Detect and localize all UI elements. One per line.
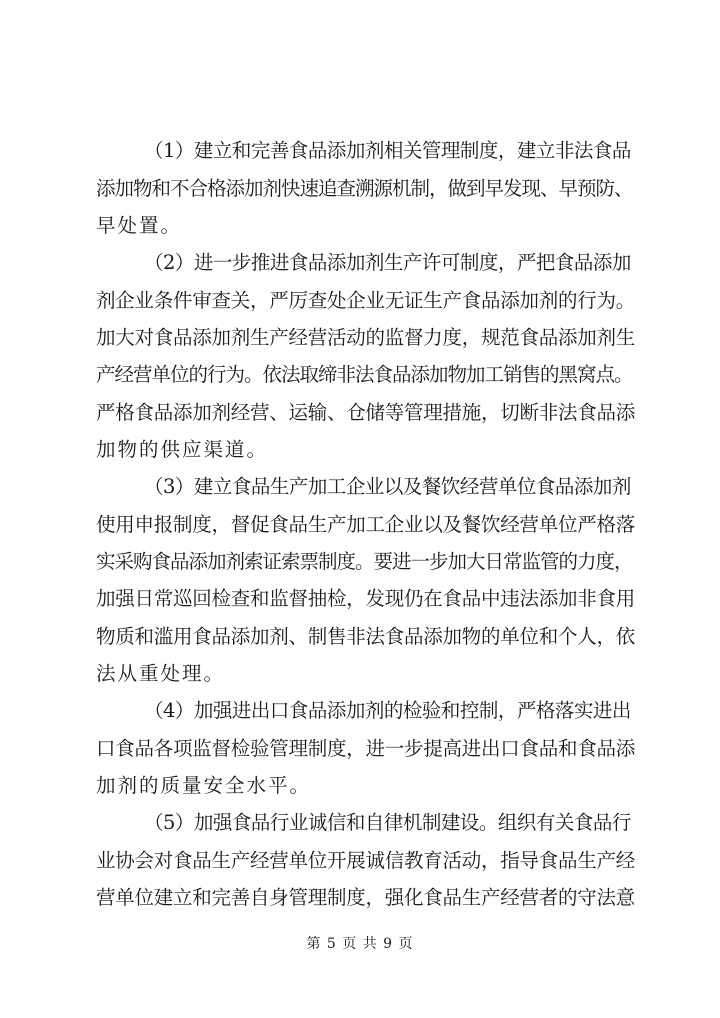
paragraph-2-line-3: 加大对食品添加剂生产经营活动的监督力度，规范食品添加剂生 bbox=[96, 326, 636, 349]
paragraph-2-line-5: 严格食品添加剂经营、运输、仓储等管理措施，切断非法食品添 bbox=[96, 401, 636, 424]
paragraph-2-line-1: （2）进一步推进食品添加剂生产许可制度，严把食品添加 bbox=[144, 251, 631, 274]
paragraph-3-line-1: （3）建立食品生产加工企业以及餐饮经营单位食品添加剂 bbox=[144, 475, 631, 498]
page-number-footer: 第 5 页 共 9 页 bbox=[306, 936, 414, 952]
paragraph-5-line-1: （5）加强食品行业诚信和自律机制建设。组织有关食品行 bbox=[144, 811, 631, 834]
paragraph-3-line-2: 使用申报制度，督促食品生产加工企业以及餐饮经营单位严格落 bbox=[96, 513, 636, 536]
paragraph-3-line-6: 法从重处理。 bbox=[96, 662, 226, 685]
paragraph-4-line-1: （4）加强进出口食品添加剂的检验和控制，严格落实进出 bbox=[144, 699, 631, 722]
paragraph-3-line-5: 物质和滥用食品添加剂、制售非法食品添加物的单位和个人，依 bbox=[96, 625, 636, 648]
paragraph-1-line-3: 早处置。 bbox=[96, 214, 183, 237]
paragraph-1-line-1: （1）建立和完善食品添加剂相关管理制度，建立非法食品 bbox=[144, 139, 631, 162]
paragraph-2-line-6: 加物的供应渠道。 bbox=[96, 438, 269, 461]
paragraph-4-line-2: 口食品各项监督检验管理制度，进一步提高进出口食品和食品添 bbox=[96, 737, 636, 760]
paragraph-4-line-3: 加剂的质量安全水平。 bbox=[96, 774, 312, 797]
paragraph-3-line-3: 实采购食品添加剂索证索票制度。要进一步加大日常监管的力度， bbox=[96, 550, 633, 573]
paragraph-5-line-3: 营单位建立和完善自身管理制度，强化食品生产经营者的守法意 bbox=[96, 886, 636, 909]
paragraph-2-line-2: 剂企业条件审查关，严厉查处企业无证生产食品添加剂的行为。 bbox=[96, 289, 636, 312]
paragraph-5-line-2: 业协会对食品生产经营单位开展诚信教育活动，指导食品生产经 bbox=[96, 849, 636, 872]
paragraph-1-line-2: 添加物和不合格添加剂快速追查溯源机制，做到早发现、早预防、 bbox=[96, 177, 633, 200]
paragraph-2-line-4: 产经营单位的行为。依法取缔非法食品添加物加工销售的黑窝点。 bbox=[96, 363, 633, 386]
paragraph-3-line-4: 加强日常巡回检查和监督抽检，发现仍在食品中违法添加非食用 bbox=[96, 587, 636, 610]
